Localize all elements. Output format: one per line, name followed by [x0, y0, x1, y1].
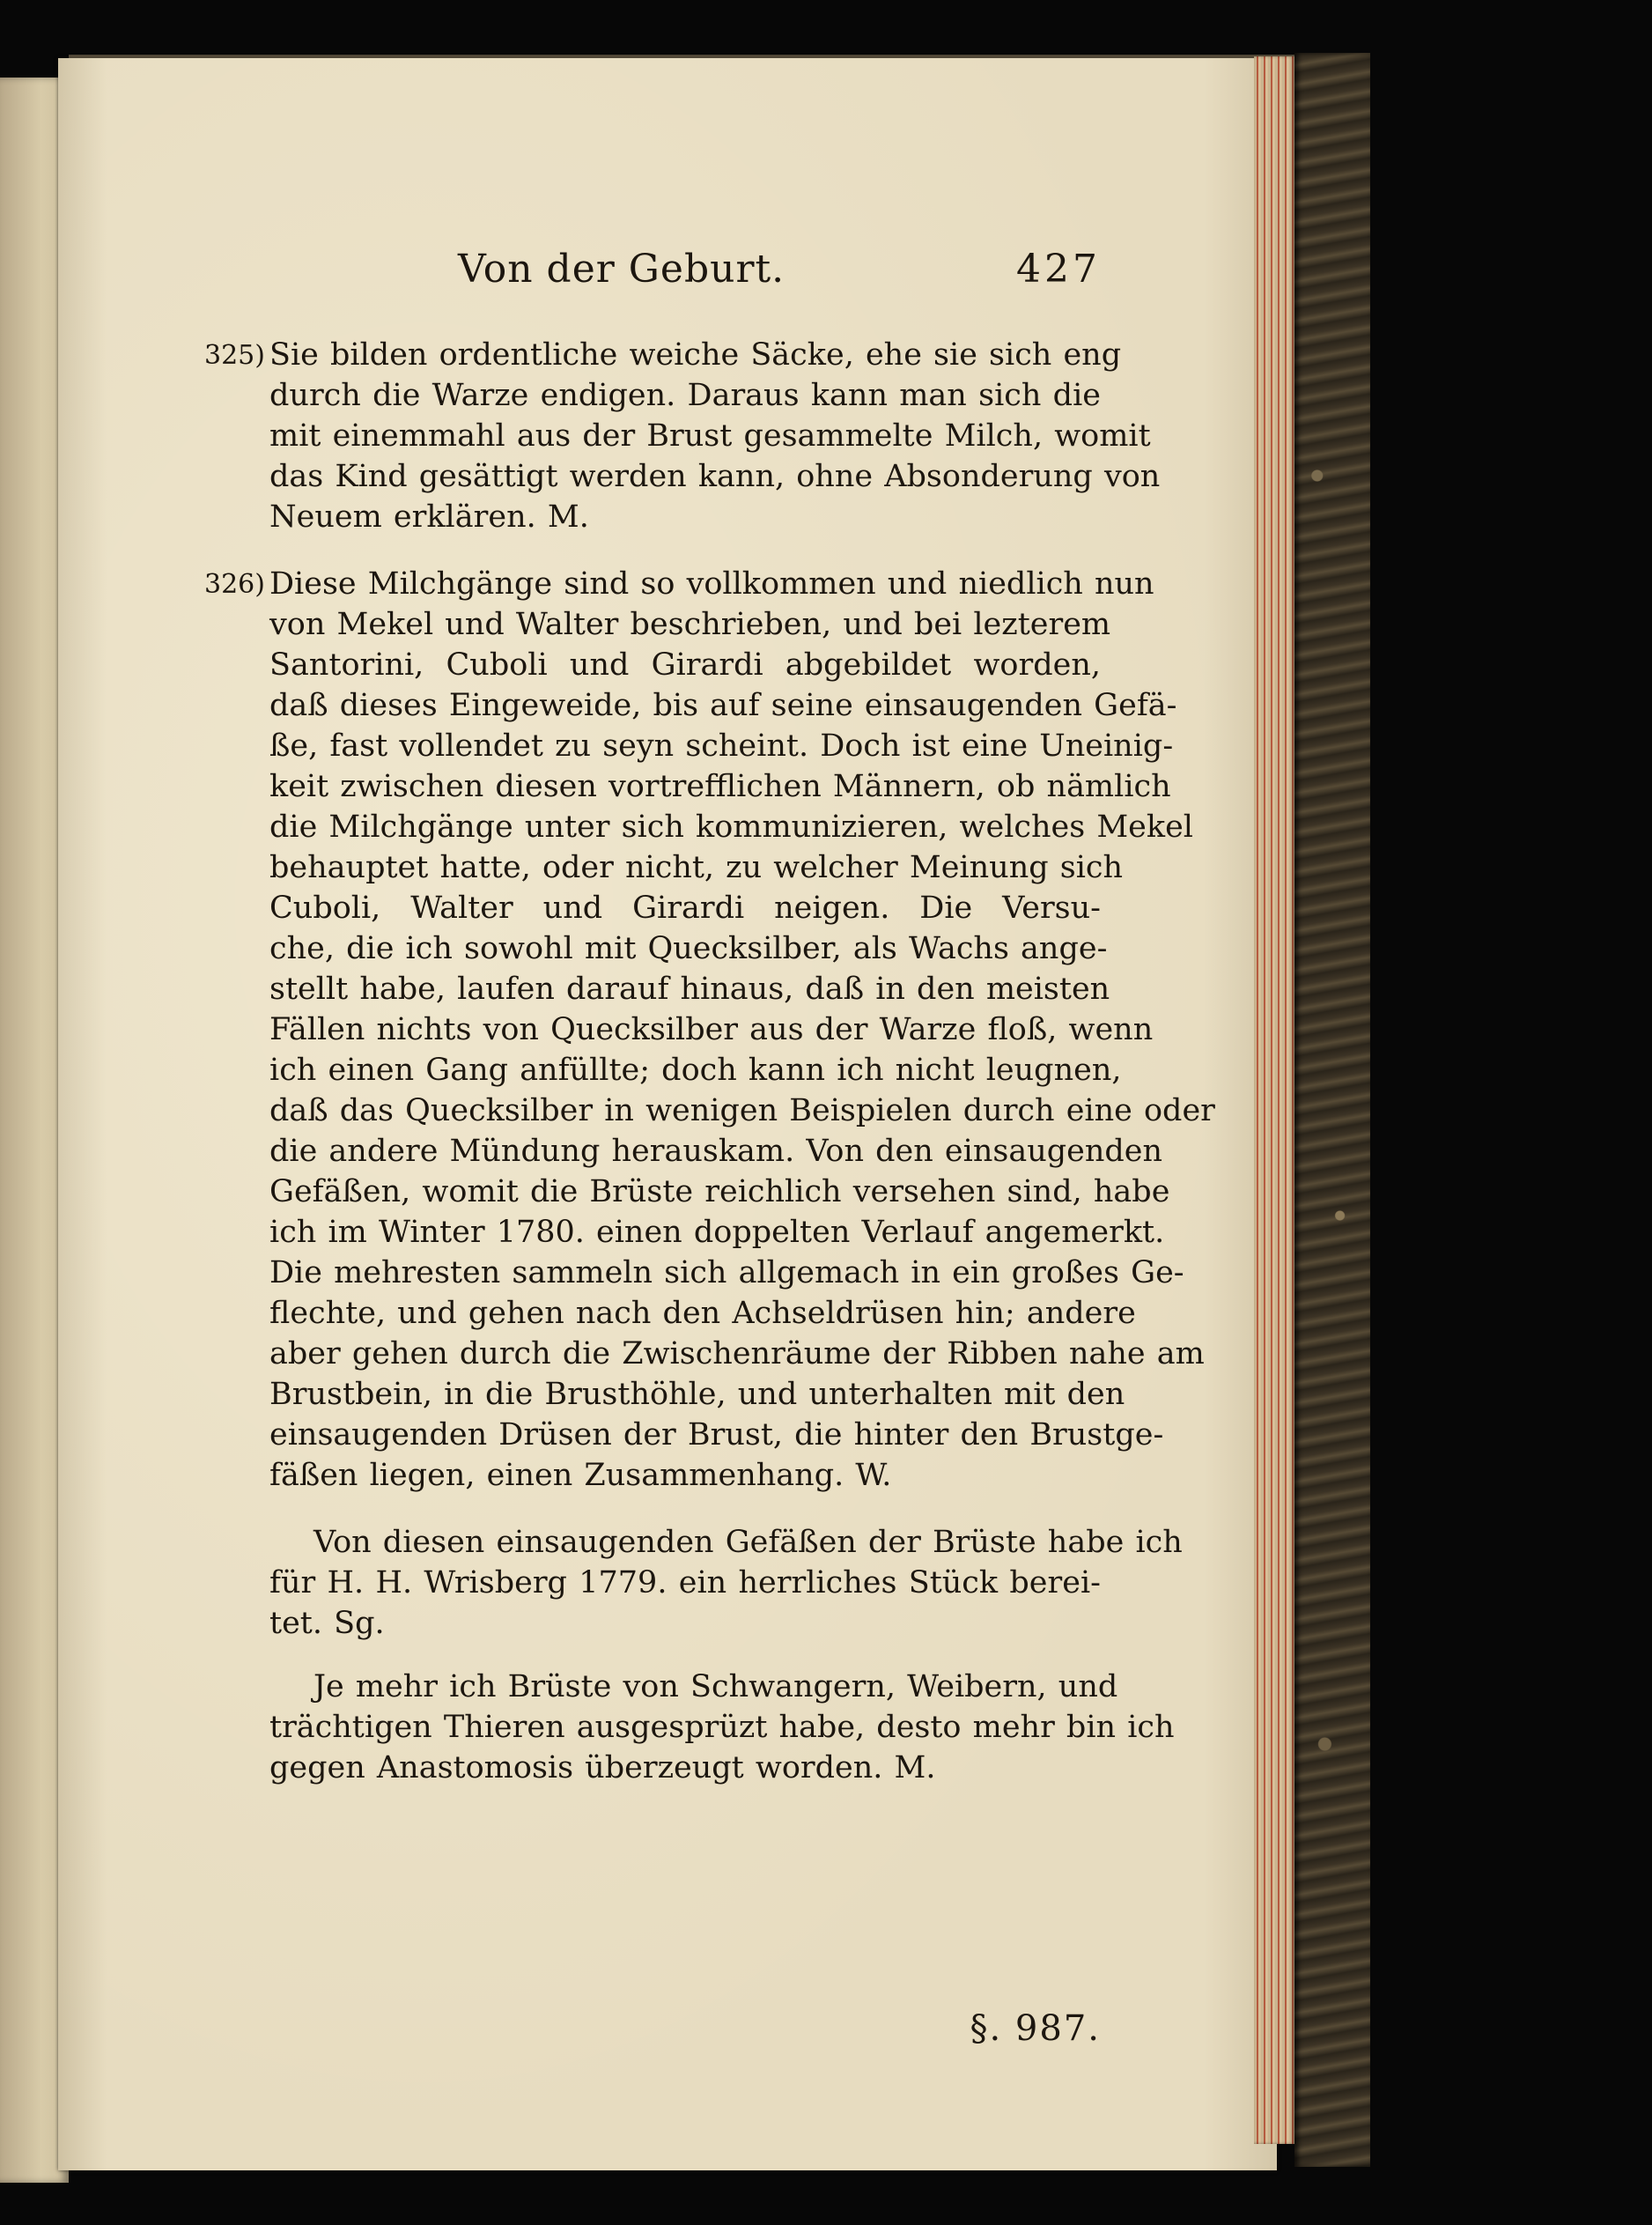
footnote-marker: 325): [204, 340, 265, 371]
running-title: Von der Geburt.: [458, 247, 785, 292]
text-line: einsaugenden Drüsen der Brust, die hinter den Brustge-: [269, 1417, 1164, 1453]
paragraph-sg: [211, 1522, 1183, 1644]
page-block-edge: [1254, 56, 1294, 2144]
text-line: von Mekel und Walter beschrieben, und bei lezterem: [269, 607, 1111, 642]
text-line: Die mehresten sammeln sich allgemach in ein großes Ge-: [269, 1255, 1184, 1290]
text-line: tet. Sg.: [269, 1606, 385, 1641]
text-line: ße, fast vollendet zu seyn scheint. Doch ist eine Uneinig-: [269, 728, 1174, 764]
text-line: behauptet hatte, oder nicht, zu welcher Meinung sich: [269, 850, 1124, 885]
text-line: mit einemmahl aus der Brust gesammelte Milch, womit: [269, 418, 1151, 454]
text-line: ich einen Gang anfüllte; doch kann ich nicht leugnen,: [269, 1053, 1122, 1088]
text-line: Je mehr ich Brüste von Schwangern, Weibern, und: [313, 1669, 1118, 1704]
page-number: 427: [1016, 247, 1101, 292]
text-line: Fällen nichts von Quecksilber aus der Warze floß, wenn: [269, 1012, 1154, 1047]
text-line: stellt habe, laufen darauf hinaus, daß in den meisten: [269, 972, 1110, 1007]
footnote-marker: 326): [204, 569, 265, 600]
text-line: flechte, und gehen nach den Achseldrüsen hin; andere: [269, 1296, 1136, 1331]
paragraph-m: [211, 1667, 1175, 1788]
text-line: Neuem erklären. M.: [269, 499, 589, 535]
footnote-325: [204, 335, 1161, 537]
text-line: Gefäßen, womit die Brüste reichlich versehen sind, habe: [269, 1174, 1170, 1209]
text-line: Cuboli, Walter und Girardi neigen. Die Versu-: [269, 891, 1101, 926]
notes-section: [204, 335, 1215, 1788]
text-line: aber gehen durch die Zwischenräume der Ribben nahe am: [269, 1336, 1205, 1371]
text-line: keit zwischen diesen vortrefflichen Männern, ob nämlich: [269, 769, 1171, 804]
text-line: die andere Mündung herauskam. Von den einsaugenden: [269, 1134, 1163, 1169]
text-line: trächtigen Thieren ausgesprüzt habe, desto mehr bin ich: [269, 1710, 1175, 1745]
text-line: Santorini, Cuboli und Girardi abgebildet worden,: [269, 647, 1101, 683]
text-line: daß dieses Eingeweide, bis auf seine einsaugenden Gefä-: [269, 688, 1177, 723]
text-line: Brustbein, in die Brusthöhle, und unterhalten mit den: [269, 1377, 1125, 1412]
book-cover-edge: [1294, 53, 1370, 2167]
catchword: §. 987.: [970, 2008, 1101, 2049]
text-line: das Kind gesättigt werden kann, ohne Absonderung von: [269, 459, 1161, 494]
footnote-326: [204, 564, 1215, 1496]
text-line: daß das Quecksilber in wenigen Beispielen durch eine oder: [269, 1093, 1215, 1128]
text-line: Diese Milchgänge sind so vollkommen und niedlich nun: [269, 566, 1154, 602]
text-line: che, die ich sowohl mit Quecksilber, als Wachs ange-: [269, 931, 1108, 966]
text-line: Von diesen einsaugenden Gefäßen der Brüste habe ich: [313, 1525, 1183, 1560]
text-line: gegen Anastomosis überzeugt worden. M.: [269, 1750, 936, 1785]
running-head: [211, 247, 1101, 303]
text-line: für H. H. Wrisberg 1779. ein herrliches Stück berei-: [269, 1565, 1101, 1600]
text-line: ich im Winter 1780. einen doppelten Verlauf angemerkt.: [269, 1215, 1165, 1250]
text-line: die Milchgänge unter sich kommunizieren, welches Mekel: [269, 809, 1193, 845]
text-line: fäßen liegen, einen Zusammenhang. W.: [269, 1458, 892, 1493]
text-line: durch die Warze endigen. Daraus kann man sich die: [269, 378, 1101, 413]
text-line: Sie bilden ordentliche weiche Säcke, ehe sie sich eng: [269, 337, 1122, 373]
